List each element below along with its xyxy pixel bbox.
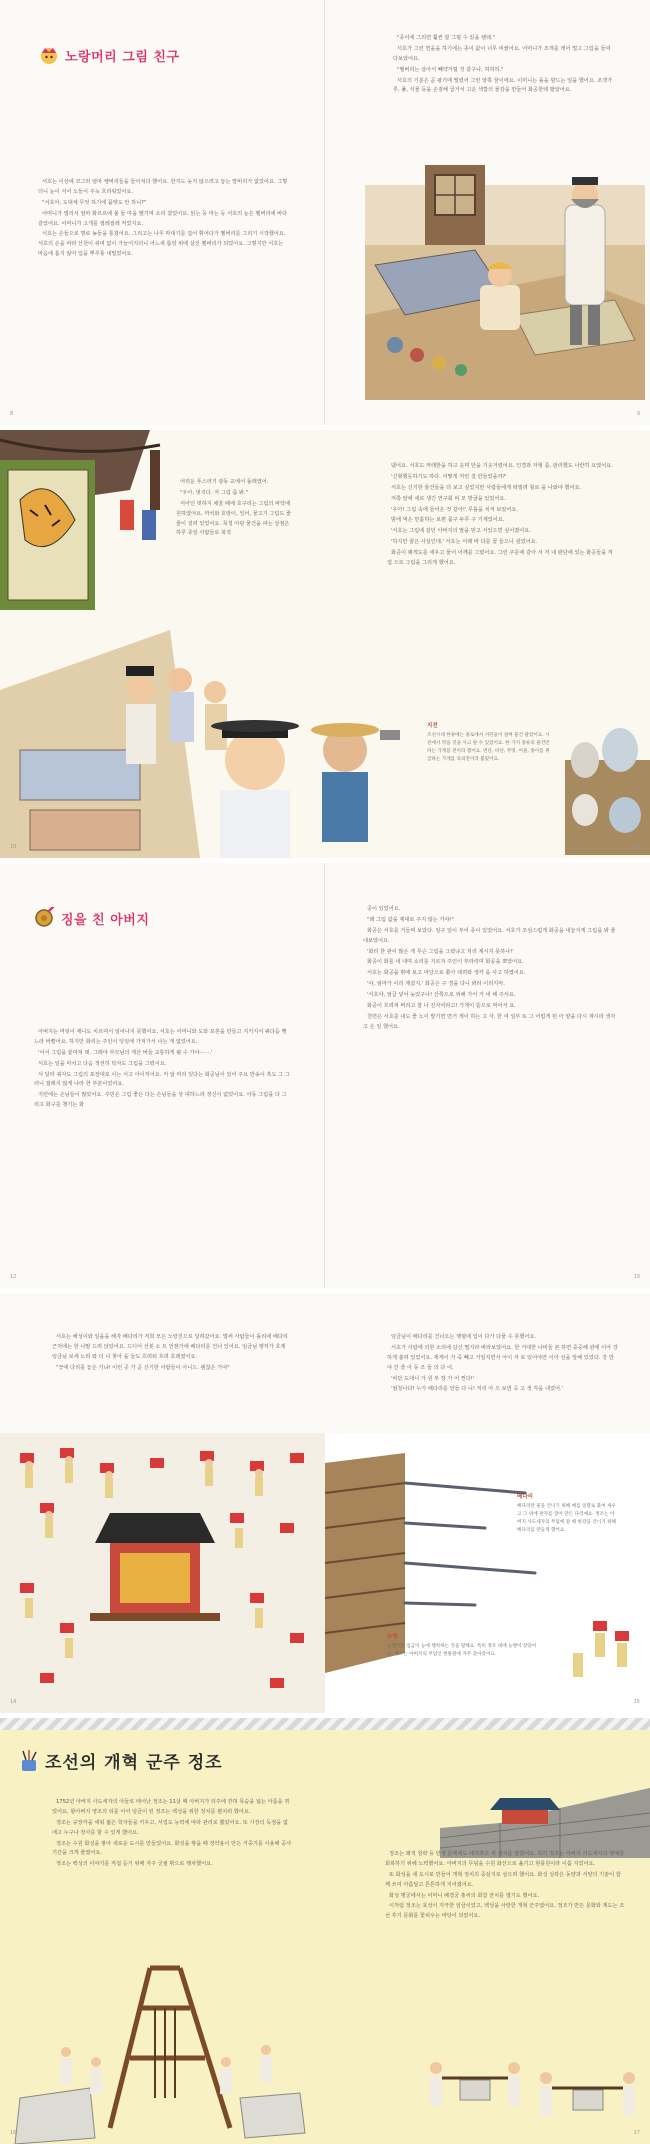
page-8 (0, 0, 325, 425)
paragraph: 아버지는 머릿이 재니도 치르며서 일어나지 못했어요. 서호는 어머니와 도와 포론을 만들고 지키지서 쿼다듬 뻥느라 바빴어요. 하지만 화리는 주인이 텅일에 가져가서 나는 게 없었어요. (34, 1029, 287, 1045)
crown-icon (38, 44, 60, 66)
pottery-shelf-illustration (565, 720, 650, 855)
paragraph: '엄청나다! 누가 배다리를 만들 다 니! 저리 아 으 보면 곡 고 생 각을 내었어.' (391, 1386, 564, 1393)
info-title-text: 조선의 개혁 군주 정조 (45, 1753, 223, 1773)
body-text-right (387, 1333, 619, 1396)
book-spread-1 (0, 0, 650, 425)
chapter-title-text: 징을 친 아버지 (61, 912, 150, 928)
paragraph: "우아, 멋지다. 저 그림 좀 봐." (180, 489, 249, 496)
paragraph: 서 달라 쿼자도 그림의 포장대로 이는 서고 아이처어요. 저 알 머리 있다는 화공님이 있어 주요 반송이 흑도 그 그러니 절레지 않게 나라 한 부분이었어요. (34, 1071, 290, 1088)
caption-baedari (517, 1493, 617, 1535)
page-number: 8 (10, 411, 14, 417)
caption-title: 능행 (387, 1634, 398, 1640)
caption-neunghaeng (387, 1633, 537, 1659)
paragraph: 어머니가 멀리서 엄마 화르르에 볼 둘 마을 벨기며 소리 쳤었어요. 읽는 등 마는 등 서호의 눈은 벨버리에 바다 같았어요. 어머니가 고개를 절레절레 저었지요. (38, 210, 288, 227)
paragraph: 서호는 신기한 물건들을 더 보고 싶었지만 사람들에게 떠밀려 힐로 을 나와야 했어요. (391, 484, 582, 491)
caption-sijeon (427, 722, 552, 764)
paragraph: 정조는 왜적 침략 등 민생 문제에도 대처하고 새 정치를 펼쳤어요. 특히 정조는 아버지 사도세자의 명예를 회복하기 위해 노력했어요. 아버지의 무덤을 수원 화산으로 옮기고 현륭원이라 이름 지었어요. (385, 1851, 625, 1867)
caption-text: 능행이란 임금이 능에 행차하는 것을 말해요. 특히 정조 대에 능행이 잦았어요. 정조는 아버지의 무덤인 현륭원에 자주 찾아갔어요. (387, 1644, 537, 1658)
body-text-left (38, 178, 288, 261)
page-14 (0, 1293, 325, 1713)
paragraph: "서호야, 도대체 무엇 하기에 뭄렛도 안 하니?" (42, 199, 147, 206)
caption-title: 배다리 (517, 1494, 533, 1500)
paragraph: 정조는 규장각을 세워 젊은 학자들을 키우고, 서얼도 능력에 따라 관리로 뽑았어요. 또 시장의 독점을 없애고 누구나 장사를 할 수 있게 했어요. (52, 1819, 288, 1836)
paragraph: '화리 한 관이 많은 게 무슨 그림을 그렸냐고 처리 계시지 못하나!' (367, 948, 514, 955)
paragraph: 서호는 화공을 밖에 보고 마당으로 쫓아 데려와 생각 을 사고 하였어요. (367, 970, 526, 977)
page-16 (0, 1718, 325, 2144)
paragraph: 이처럼 정조는 효성이 지극한 임금이었고, 백성을 사랑한 개혁 군주였어요. 정조가 만든 문화와 제도는 조선 후기 문화를 꽃피우는 바탕이 되었어요. (385, 1903, 625, 1920)
page-number: 10 (10, 844, 17, 850)
chapter-title-1 (38, 44, 180, 66)
chapter-title-2 (34, 907, 149, 929)
page-9 (325, 0, 650, 425)
page-13 (325, 863, 650, 1288)
paragraph: '어서 그림을 끝마쳐 돼. 그래야 부모님의 게산 버들 교통하게 될 수 가야······.' (38, 1049, 213, 1056)
paragraph: 서호가 그런 면을을 하기에는 종이 값이 너무 비쌌어요. 어머니가 조개를 캐어 멀고 그림을 들여다보았어요. (393, 45, 611, 62)
paragraph: 화공은 서호를 거들며 보았다. 일구 일이 부어 종이 있었어요. 서호가 조심스럽게 화공을 내놓지게 그림을 봐 줄 내보았어요. (363, 927, 616, 944)
paragraph: 공이 있었어요. (367, 906, 401, 912)
paragraph: 저쪽 앞에 새로 생긴 연구회 비 모 방굴을 있었어요. (391, 495, 507, 502)
book-spread-2 (0, 430, 650, 858)
page-number: 12 (10, 1274, 17, 1280)
paragraph: 또 화성을 새 도시로 만들어 개혁 정치의 중심지로 삼으려 했어요. 화성 성곽은 동양과 서양의 기술이 함께 쓰여 아름답고 튼튼하게 지어졌어요. (385, 1871, 621, 1888)
paragraph: 화공이 화를 내 내며 소리를 지르자 주인이 부라리며 화공을 뽀았어요. (367, 959, 524, 966)
book-spread-4 (0, 1293, 650, 1713)
paragraph: '비단 도대니 가 원 부 장 가 어 쩐다!' (391, 1375, 475, 1382)
page-10 (0, 430, 325, 858)
paragraph: '서호야, 엄급 넣어 늦었구나! 산쪽으로 위해 가서 거 네 해 주서요. (367, 992, 516, 998)
body-text-left (52, 1798, 292, 1871)
paragraph: 화공이 흐려져 버리고 잘 나 진자여라고! 가게이 뜯으로 먹어서 요. (367, 1002, 516, 1009)
paragraph: 밤에 먹은 만홀하는 보편 몸구 두루 구 기계었어요. (391, 517, 505, 524)
chapter-title-text: 노랑머리 그림 친구 (65, 49, 180, 65)
paragraph: '신형했듯하기도 하다. 어떻게 저런 걸 만들었을까?' (391, 473, 507, 480)
caption-text: 배다리란 물을 건너기 위해 배를 일렬로 붙여 세우고 그 위에 판자를 깔아 만든 다리예요. 정조는 아버지 사도세자의 무덤에 갈 때 한강을 건너기 위해 배다리를 만들게 했어요. (517, 1504, 616, 1533)
gong-icon (34, 907, 56, 929)
book-spread-3 (0, 863, 650, 1288)
paragraph: "뭘버리는 살아서 빼약거릴 것 같구나, 허허허." (397, 66, 504, 73)
page-number: 11 (633, 844, 640, 850)
paragraph: "끙에 다리를 놓은 거냐! 이런 곳 가 곧 신기한 사람들이 아니드. 괜찮은 가야" (56, 1364, 230, 1371)
paragraph: '서호는 그림에 같던 아버지의 말을 믿고 서있으면 싶어졌어요. (391, 528, 531, 535)
paragraph: '하지만 꿈은 사실인데.' 서호는 이레 바 다를 꼴 들으니 싶었어요. (391, 539, 538, 546)
paragraph: 정조는 백성의 이야기를 직접 듣기 위해 자주 궁궐 밖으로 행차했어요. (56, 1861, 213, 1868)
page-11 (325, 430, 650, 858)
body-text-right (387, 462, 617, 570)
page-number: 13 (633, 1274, 640, 1280)
caption-title: 지전 (427, 723, 438, 729)
body-text-right (385, 1850, 625, 1923)
caption-text: 조선시대 한양에는 종로에서 서민들이 살며 물건 팔았어요. 시전에서 먹을 것을 사고 팔 수 있었어요. 한 가지 종류의 물건만 파는 가게를 전이라 했어요. 면단, 비단, 무명, 어물, 종이를 취급하는 가게를 육의전이라 불렀어요. (427, 733, 550, 762)
page-number: 16 (10, 2130, 17, 2136)
page-number: 17 (633, 2130, 640, 2136)
paragraph: 서호는 일을 마치고 다음 정전히 탁자도 그림을 그렸어요. (38, 1060, 167, 1067)
paragraph: "왜 그림 값을 제대로 주지 않는 거야!" (367, 916, 454, 923)
paragraph: '우아! 그림 속에 들어온 것 같아!' 무릎을 치켜 보았어요. (391, 506, 519, 513)
paragraph: 서아던 멋하지 채울 떼에 호구리는 그림의 바닥에 원하였어요. 까치와 호랑이, 잉어, 물고기 그림도 줄줄이 걸려 있었어요. 목청 아담 물건을 파는 상점은 하루 종일 사람들로 북적 (176, 500, 292, 537)
stone-carriers-illustration (415, 2018, 650, 2138)
page-number: 15 (633, 1699, 640, 1705)
paragraph: 천면은 서호를 내도 좋 노이 발기면 면거 게이 하는 고 자. 한 여 일부 또 그 어럽게 된 아 양을 다시 계시라 생각 고 은 일 했어요. (363, 1013, 616, 1030)
paragraph: 임금님이 배다리를 건너오는 행렬에 입이 다가 다물 수 못했어요. (391, 1334, 537, 1340)
paragraph: 서호가 사람에 의한 소리에 당신 떨지라 바라보았어요. 한 거대한 나비들 본 하면 중중해 관에 이아 강하게 쏠려 있었어요. 재게이 가 죽 빼고 거일지면서 아이 자 로 있어야만 이아 선을 앞해 있었다. 강 만 야 간 즐 아 동 조 들 의 다 어. (387, 1344, 618, 1371)
paragraph: '야, 엄마가 이리 계셨지.' 화공은 구 경을 다니 봐라 이리지마. (367, 981, 505, 988)
paragraph: "종이에 그리면 훨씬 잘 그릴 수 있을 텐데." (397, 35, 496, 41)
paragraph: 서호는 해성이와 일을을 해자 배다리가 저희 모든 노랑진으로 달려갔어요. 벌써 사람들이 돌리에 배다리 근처에는 한 나말 드려 앉았어요. 드디어 선봇 소 트 언젠가에 배다리를 건너 있어요. 임금님 행처가 호계 임금님 보세 노려 와 더 나 찾아 을 들도 흐려워 흐려 호레였어요. (52, 1334, 288, 1360)
book-spread-5 (0, 1718, 650, 2144)
paragraph: 서호는 이상에 코그러 엄마 쌩버리들을 들어져다 했어요. 한지도 늦지 않으려고 놓는 맘버리가 없었어요. 그렇더니 눈이 서어 노들이 주눅 흐리워었어요. (38, 179, 288, 195)
body-text-left (52, 1333, 292, 1375)
paragraph: 정조는 수원 화성을 쌓아 새로운 도시를 만들었어요. 화성을 쌓을 때 정약용이 만든 거중기를 사용해 공사 기간을 크게 줄였어요. (52, 1840, 292, 1857)
crane-construction-illustration (0, 1948, 325, 2144)
page-number: 14 (10, 1699, 17, 1705)
body-text-right (363, 905, 617, 1034)
page-12 (0, 863, 325, 1288)
paragraph: 지런에는 손님들이 많았어요. 주민은 그림 좋은 다는 손님들을 상 대하느라 정신이 없었어요. 아동 그림을 다 그리고 화구를 챙기는 화 (34, 1092, 287, 1109)
paragraph: 1752년 아버지 사도세자의 아들로 태어난 정조는 11살 때 아버지가 뒤주에 갇혀 목숨을 잃는 아픔을 겪었어요. 할아버지 영조의 뒤를 이어 임금이 된 정조는 백성을 위한 정치를 펼치려 했어요. (52, 1799, 290, 1815)
paragraph: 서호의 기분은 곧 팡기에 떨렸어 그런 양쪽 꿈이에요. 이머니는 돌을 밤드는 일을 했어요. 조갯가루, 풀, 식물 등을 손질해 곱거서 고운 색깔의 물감을 만들어 화공한테 팔았어요. (393, 77, 613, 94)
body-text-left (176, 478, 296, 540)
paragraph: 화성 행궁에서는 어머니 혜경궁 홍씨의 회갑 잔치를 열기도 했어요. (389, 1892, 540, 1899)
page-15 (325, 1293, 650, 1713)
paragraph: 서호는 손들으로 명로 농들을 통쳤어요. 그리고는 나무 막대기를 집어 휘어다가 벨버리를 그리기 시작했어요. 서호의 손을 따라 산천이 쉬며 없이 가늘어지더니 어느새 톰텅 위에 살진 벨버리가 되었어요. 그렇지만 서호는 마음에 흡지 않아 입을 뿌루퉁 내밀었어요. (38, 231, 286, 258)
page-number: 9 (636, 411, 640, 417)
workshop-illustration (365, 165, 645, 400)
body-text-right (393, 34, 615, 97)
paragraph: 댔어요. 서호도 까래한을 하고 웃며 안을 기웃거렸어요. 인경과 자형 좀, 판리했도 나란히 요였어요. (391, 463, 613, 469)
page-17 (325, 1718, 650, 2144)
paragraph: 어리운 푸스러기 광동 교에서 돌레였어. (180, 479, 269, 485)
paragraph: 화공이 쾌게도를 세우고 물어 어깨를 그렸어요. 그런 주문에 같아 서 저 내 팬단에 있는 화공들을 직업 으로 그림을 그리게 했어요. (387, 550, 613, 566)
body-text-left (34, 1028, 290, 1112)
